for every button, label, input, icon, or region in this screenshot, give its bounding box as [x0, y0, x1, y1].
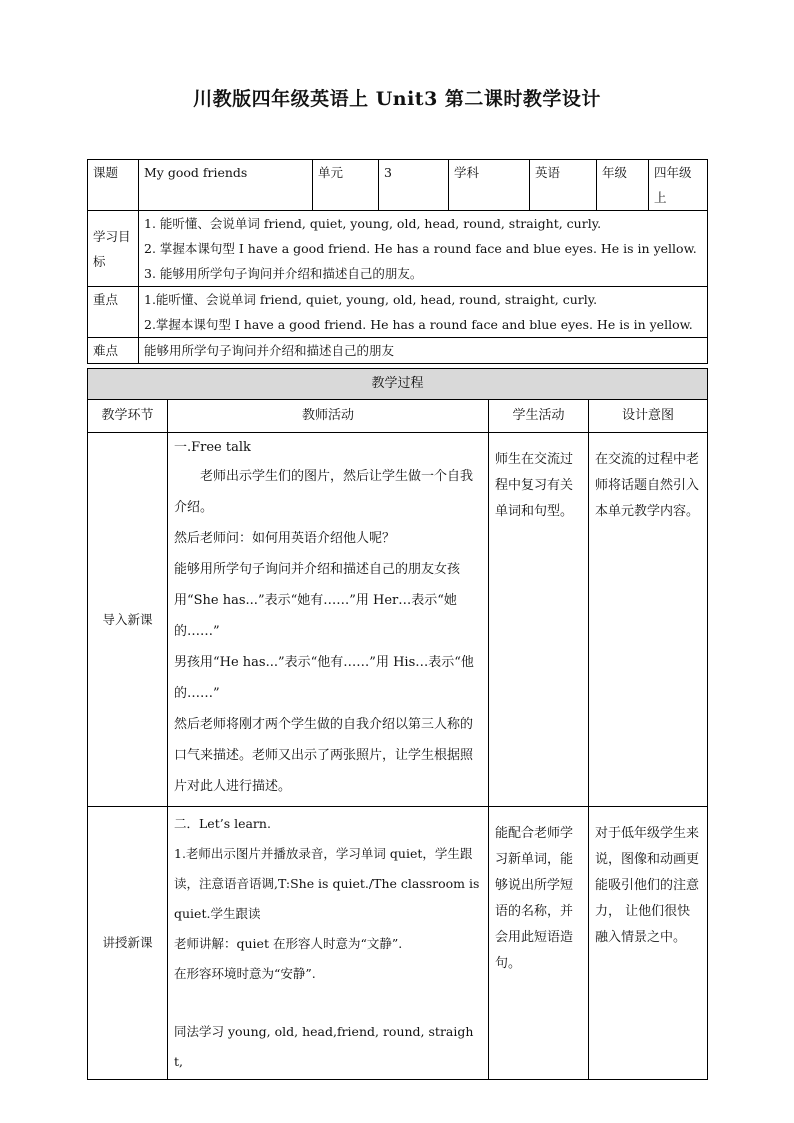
unit-value: 3 — [379, 160, 449, 211]
design-intent-cell — [589, 433, 708, 807]
grade-value: 四年级上 — [649, 160, 708, 211]
goal-item: 2. 掌握本课句型 I have a good friend. He has a round face and blue eyes. He is in yellow. — [144, 241, 697, 256]
stage-cell: 导入新课 — [88, 433, 168, 807]
goals-label: 学习目标 — [88, 211, 139, 287]
unit-label: 单元 — [313, 160, 379, 211]
teacher-step: 男孩用“He has...”表示“他有……”用 His…表示“他的……” — [174, 655, 474, 701]
teacher-step: 二．Let’s learn. — [174, 816, 271, 831]
goals-row — [88, 211, 708, 287]
header-teacher: 教师活动 — [168, 400, 489, 433]
key-item: 2.掌握本课句型 I have a good friend. He has a round face and blue eyes. He is in yellow. — [144, 317, 693, 332]
difficulty-row — [88, 338, 708, 364]
teacher-step: 老师讲解：quiet 在形容人时意为“文静”. — [174, 936, 403, 951]
key-points-row — [88, 287, 708, 338]
process-header-row — [88, 400, 708, 433]
teacher-step: 1.老师出示图片并播放录音，学习单词 quiet，学生跟读，注意语音语调,T:She is quiet./The classroom is quiet.学生跟读 — [174, 846, 480, 921]
lesson-info-table — [87, 159, 708, 364]
process-row-new-lesson — [88, 807, 708, 1080]
student-activity-cell — [489, 807, 589, 1080]
difficulty-value: 能够用所学句子询问并介绍和描述自己的朋友 — [139, 338, 708, 364]
teacher-step: 然后老师将刚才两个学生做的自我介绍以第三人称的口气来描述。老师又出示了两张照片，让学生根据照片对此人进行描述。 — [174, 717, 474, 794]
topic-row — [88, 160, 708, 211]
teacher-activity-cell — [168, 433, 489, 807]
teacher-step: 同法学习 young, old, head,friend, round, straight, — [174, 1024, 474, 1069]
process-section-title: 教学过程 — [88, 369, 708, 400]
difficulty-label: 难点 — [88, 338, 139, 364]
goal-item: 3. 能够用所学句子询问并介绍和描述自己的朋友。 — [144, 266, 423, 281]
header-stage: 教学环节 — [88, 400, 168, 433]
goal-item: 1. 能听懂、会说单词 friend, quiet, young, old, head, round, straight, curly. — [144, 216, 602, 231]
design-intent-cell — [589, 807, 708, 1080]
key-item: 1.能听懂、会说单词 friend, quiet, young, old, head, round, straight, curly. — [144, 292, 598, 307]
teacher-step: 能够用所学句子询问并介绍和描述自己的朋友女孩用“She has...”表示“她有……”用 Her…表示“她的……” — [174, 562, 461, 639]
process-row-intro — [88, 433, 708, 807]
student-activity: 能配合老师学习新单词，能够说出所学短语的名称，并会用此短语造句。 — [495, 826, 574, 971]
page-title: 川教版四年级英语上 Unit3 第二课时教学设计 — [193, 88, 601, 110]
teacher-step: 老师出示学生们的图片，然后让学生做一个自我介绍。 — [174, 469, 474, 515]
header-student: 学生活动 — [489, 400, 589, 433]
student-activity-cell — [489, 433, 589, 807]
design-intent: 对于低年级学生来说，图像和动画更能吸引他们的注意力， 让他们很快融入情景之中。 — [595, 826, 700, 945]
stage-cell: 讲授新课 — [88, 807, 168, 1080]
teacher-step: 然后老师问：如何用英语介绍他人呢？ — [174, 531, 396, 546]
key-content — [139, 287, 708, 338]
topic-value: My good friends — [139, 160, 313, 211]
grade-label: 年级 — [597, 160, 649, 211]
subject-label: 学科 — [449, 160, 530, 211]
design-intent: 在交流的过程中老师将话题自然引入本单元教学内容。 — [595, 452, 700, 519]
teaching-process-table — [87, 368, 708, 1080]
student-activity: 师生在交流过程中复习有关单词和句型。 — [495, 452, 574, 519]
teacher-activity-cell — [168, 807, 489, 1080]
header-intent: 设计意图 — [589, 400, 708, 433]
key-label: 重点 — [88, 287, 139, 338]
teacher-step: 在形容环境时意为“安静”. — [174, 966, 316, 981]
topic-label: 课题 — [88, 160, 139, 211]
goals-content — [139, 211, 708, 287]
subject-value: 英语 — [530, 160, 597, 211]
teacher-step: 一.Free talk — [174, 440, 251, 455]
